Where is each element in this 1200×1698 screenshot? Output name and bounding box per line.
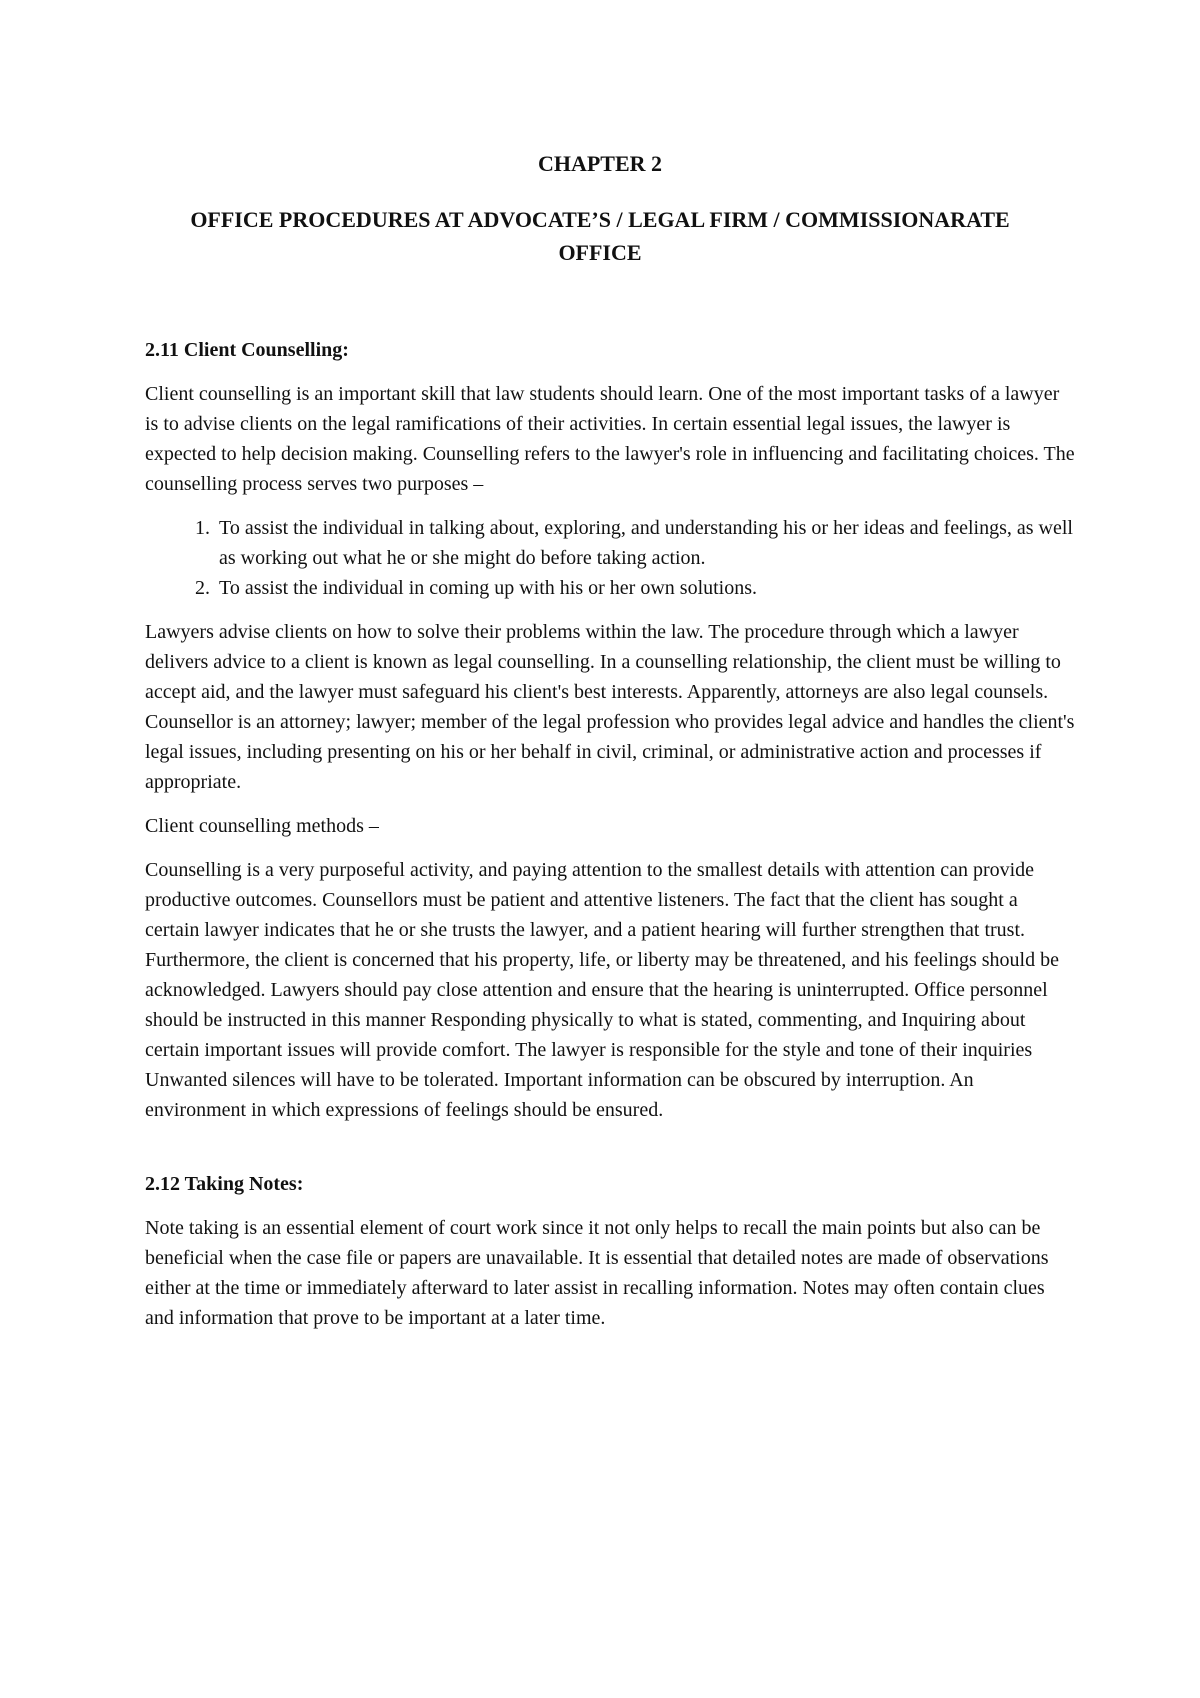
section-spacer (145, 1139, 1075, 1169)
paragraph-methods-label: Client counselling methods – (145, 815, 379, 837)
list-item: 1. To assist the individual in talking about, exploring, and understanding his or her ideas and feelings, as well as working out what he or she might do before taking action. (215, 513, 1075, 573)
paragraph-taking-notes: Note taking is an essential element of court work since it not only helps to recall the main points but also can be beneficial when the case file or papers are unavailable. It is essential that detailed notes are made of observations either at the time or immediately afterward to later assist in recalling information. Notes may often contain clues and information that prove to be important at a later time. (145, 1217, 1049, 1329)
chapter-title: CHAPTER 2 (537, 151, 663, 176)
chapter-subtitle: OFFICE PROCEDURES AT ADVOCATE’S / LEGAL FIRM / COMMISSIONARATE OFFICE (190, 207, 1010, 265)
paragraph-counselling-methods: Counselling is a very purposeful activity, and paying attention to the smallest details with attention can provide productive outcomes. Counsellors must be patient and attentive listeners. The fact that the client has sought a certain lawyer indicates that he or she trusts the lawyer, and a patient hearing will further strengthen that trust. Furthermore, the client is concerned that his property, life, or liberty may be threatened, and his feelings should be acknowledged. Lawyers should pay close attention and ensure that the hearing is uninterrupted. Office personnel should be instructed in this manner Responding physically to what is stated, commenting, and Inquiring about certain important issues will provide comfort. The lawyer is responsible for the style and tone of their inquiries Unwanted silences will have to be tolerated. Important information can be obscured by interruption. An environment in which expressions of feelings should be ensured. (145, 859, 1059, 1121)
paragraph-client-counselling-intro: Client counselling is an important skill that law students should learn. One of the most important tasks of a lawyer is to advise clients on the legal ramifications of their activities. In certain essential legal issues, the lawyer is expected to help decision making. Counselling refers to the lawyer's role in influencing and facilitating choices. The counselling process serves two purposes – (145, 383, 1075, 495)
list-item: 2. To assist the individual in coming up with his or her own solutions. (215, 573, 1075, 603)
section-heading-client-counselling: 2.11 Client Counselling: (145, 339, 349, 361)
document-body (145, 335, 1075, 1347)
purposes-list (145, 513, 1075, 603)
section-heading-taking-notes: 2.12 Taking Notes: (145, 1173, 304, 1195)
paragraph-legal-counselling: Lawyers advise clients on how to solve their problems within the law. The procedure through which a lawyer delivers advice to a client is known as legal counselling. In a counselling relationship, the client must be willing to accept aid, and the lawyer must safeguard his client's best interests. Apparently, attorneys are also legal counsels. Counsellor is an attorney; lawyer; member of the legal profession who provides legal advice and handles the client's legal issues, including presenting on his or her behalf in civil, criminal, or administrative action and processes if appropriate. (145, 621, 1075, 793)
